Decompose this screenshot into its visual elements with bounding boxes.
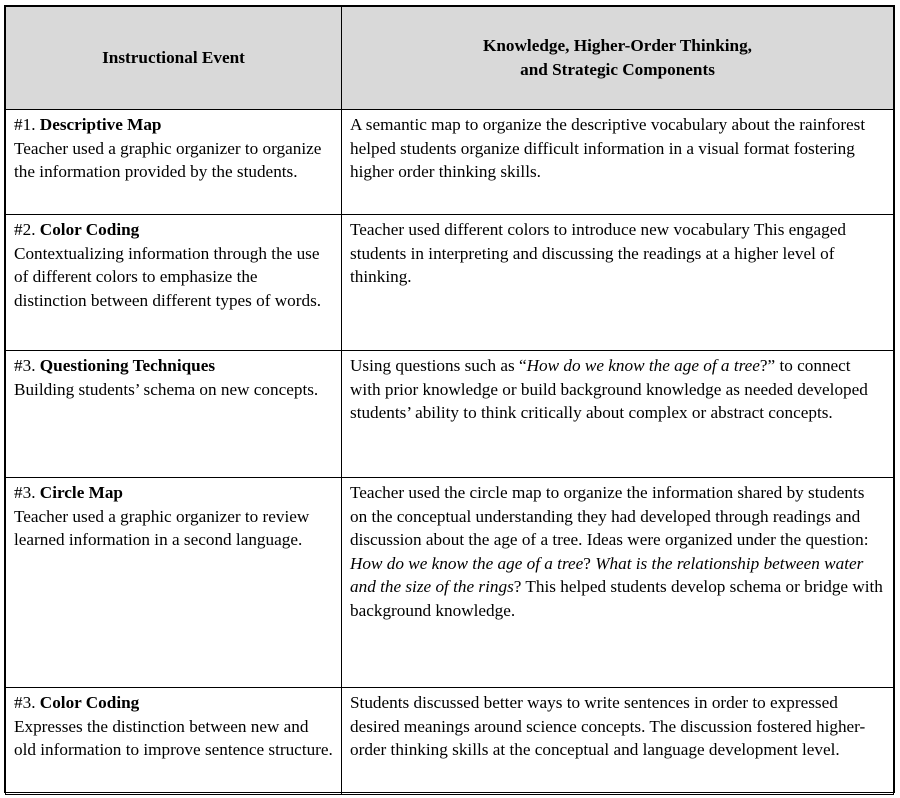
instruction-table-container xyxy=(4,5,895,793)
event-description: Teacher used a graphic organizer to organize the information provided by the students. xyxy=(14,138,322,182)
components-question1-italic: How do we know the age of a tree xyxy=(350,553,584,573)
components-cell xyxy=(342,688,894,795)
event-number: #3. xyxy=(14,693,36,712)
components-text-pre: Using questions such as “ xyxy=(350,356,527,375)
components-cell xyxy=(342,215,894,351)
event-description: Building students’ schema on new concepts. xyxy=(14,379,319,399)
event-description: Contextualizing information through the use of different colors to emphasize the distinction between different types of words. xyxy=(14,243,322,310)
event-cell xyxy=(6,688,342,795)
table-row xyxy=(6,688,894,795)
table-header-row xyxy=(6,7,894,110)
components-text-mid: ? xyxy=(583,553,596,573)
header-components-line1: Knowledge, Higher-Order Thinking, xyxy=(483,36,752,56)
components-text-post: ?” to connect with prior knowledge or build background knowledge as needed developed students’ ability to think critically about complex or abstract concepts. xyxy=(350,356,868,423)
components-text: Students discussed better ways to write sentences in order to expressed desired meanings around science concepts. The discussion fostered higher-order thinking skills at the conceptual and language development level. xyxy=(350,693,866,760)
table-row xyxy=(6,478,894,688)
components-question2-italic: What is the relationship between water and the size of the rings xyxy=(350,553,864,597)
event-number: #3. xyxy=(14,356,36,375)
event-cell xyxy=(6,110,342,215)
event-number: #2. xyxy=(14,220,36,239)
event-number: #1. xyxy=(14,115,36,134)
event-number: #3. xyxy=(14,483,36,502)
components-text: Teacher used different colors to introduce new vocabulary This engaged students in interpreting and discussing the readings at a higher level of thinking. xyxy=(350,220,846,287)
event-description: Expresses the distinction between new and old information to improve sentence structure. xyxy=(14,716,333,760)
event-cell xyxy=(6,351,342,478)
components-question-italic: How do we know the age of a tree xyxy=(526,356,760,375)
components-cell xyxy=(342,351,894,478)
event-description: Teacher used a graphic organizer to review learned information in a second language. xyxy=(14,506,310,550)
components-cell xyxy=(342,110,894,215)
components-text: A semantic map to organize the descriptive vocabulary about the rainforest helped students organize difficult information in a visual format fostering higher order thinking skills. xyxy=(350,115,866,182)
event-title: Circle Map xyxy=(39,483,123,502)
header-components xyxy=(342,7,894,110)
event-cell xyxy=(6,478,342,688)
table-row xyxy=(6,351,894,478)
event-title: Color Coding xyxy=(39,220,140,239)
components-cell xyxy=(342,478,894,688)
header-instructional-event: Instructional Event xyxy=(6,7,342,110)
event-title: Descriptive Map xyxy=(39,115,162,134)
event-title: Color Coding xyxy=(39,693,140,712)
components-text-post: ? This helped students develop schema or bridge with background knowledge. xyxy=(350,577,883,620)
instruction-table xyxy=(5,6,894,795)
table-row xyxy=(6,215,894,351)
components-text-pre: Teacher used the circle map to organize the information shared by students on the conceptual understanding they had developed through readings and discussion about the age of a tree. Ideas were organized under the question: xyxy=(350,483,869,550)
event-title: Questioning Techniques xyxy=(39,356,216,375)
table-row xyxy=(6,110,894,215)
header-components-line2: and Strategic Components xyxy=(520,60,715,79)
event-cell xyxy=(6,215,342,351)
